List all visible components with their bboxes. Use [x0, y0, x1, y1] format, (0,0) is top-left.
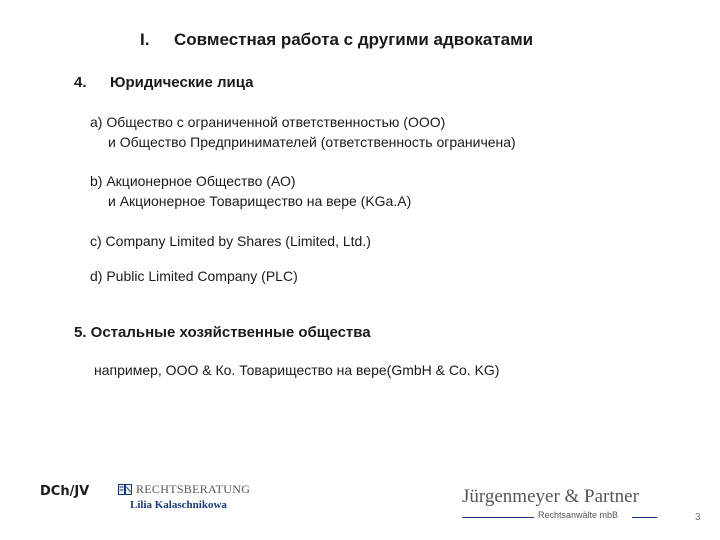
heading-number: I.	[140, 30, 150, 49]
brand-rule-left	[462, 517, 534, 518]
example-text: например, ООО & Ко. Товарищество на вере(GmbH & Co. KG)	[94, 362, 500, 378]
page-title: Совместная работа с другими адвокатами	[174, 30, 534, 49]
list-item-b	[90, 171, 411, 211]
section-4-number: 4.	[74, 74, 87, 91]
page-number: 3	[695, 512, 701, 523]
list-item-d-line1: d) Public Limited Company (PLC)	[90, 268, 298, 284]
list-item-b-line1: b) Акционерное Общество (АО)	[90, 173, 296, 189]
brand-subtitle: Rechtsanwälte mbB	[538, 510, 619, 520]
shield-icon	[118, 484, 132, 495]
list-item-d	[90, 266, 298, 286]
section-5-title: 5. Остальные хозяйственные общества	[74, 324, 371, 341]
brand-rule-right	[632, 517, 657, 518]
list-item-a	[90, 112, 516, 152]
consult-label: RECHTSBERATUNG	[136, 482, 251, 496]
list-item-b-line2: и Акционерное Товарищество на вере (KGa.A)	[108, 193, 412, 209]
list-item-c	[90, 231, 371, 251]
brand-logo: Jürgenmeyer & Partner	[462, 486, 639, 507]
section-4-title: Юридические лица	[110, 74, 254, 91]
consult-name: Lilia Kalaschnikowa	[130, 499, 227, 511]
list-item-a-line2: и Общество Предпринимателей (ответственность ограничена)	[108, 134, 516, 150]
list-item-a-line1: a) Общество с ограниченной ответственностью (ООО)	[90, 114, 446, 130]
list-item-c-line1: c) Company Limited by Shares (Limited, Ltd.)	[90, 233, 371, 249]
footer-initials: DCh/JV	[40, 484, 90, 499]
consult-logo	[118, 482, 250, 511]
